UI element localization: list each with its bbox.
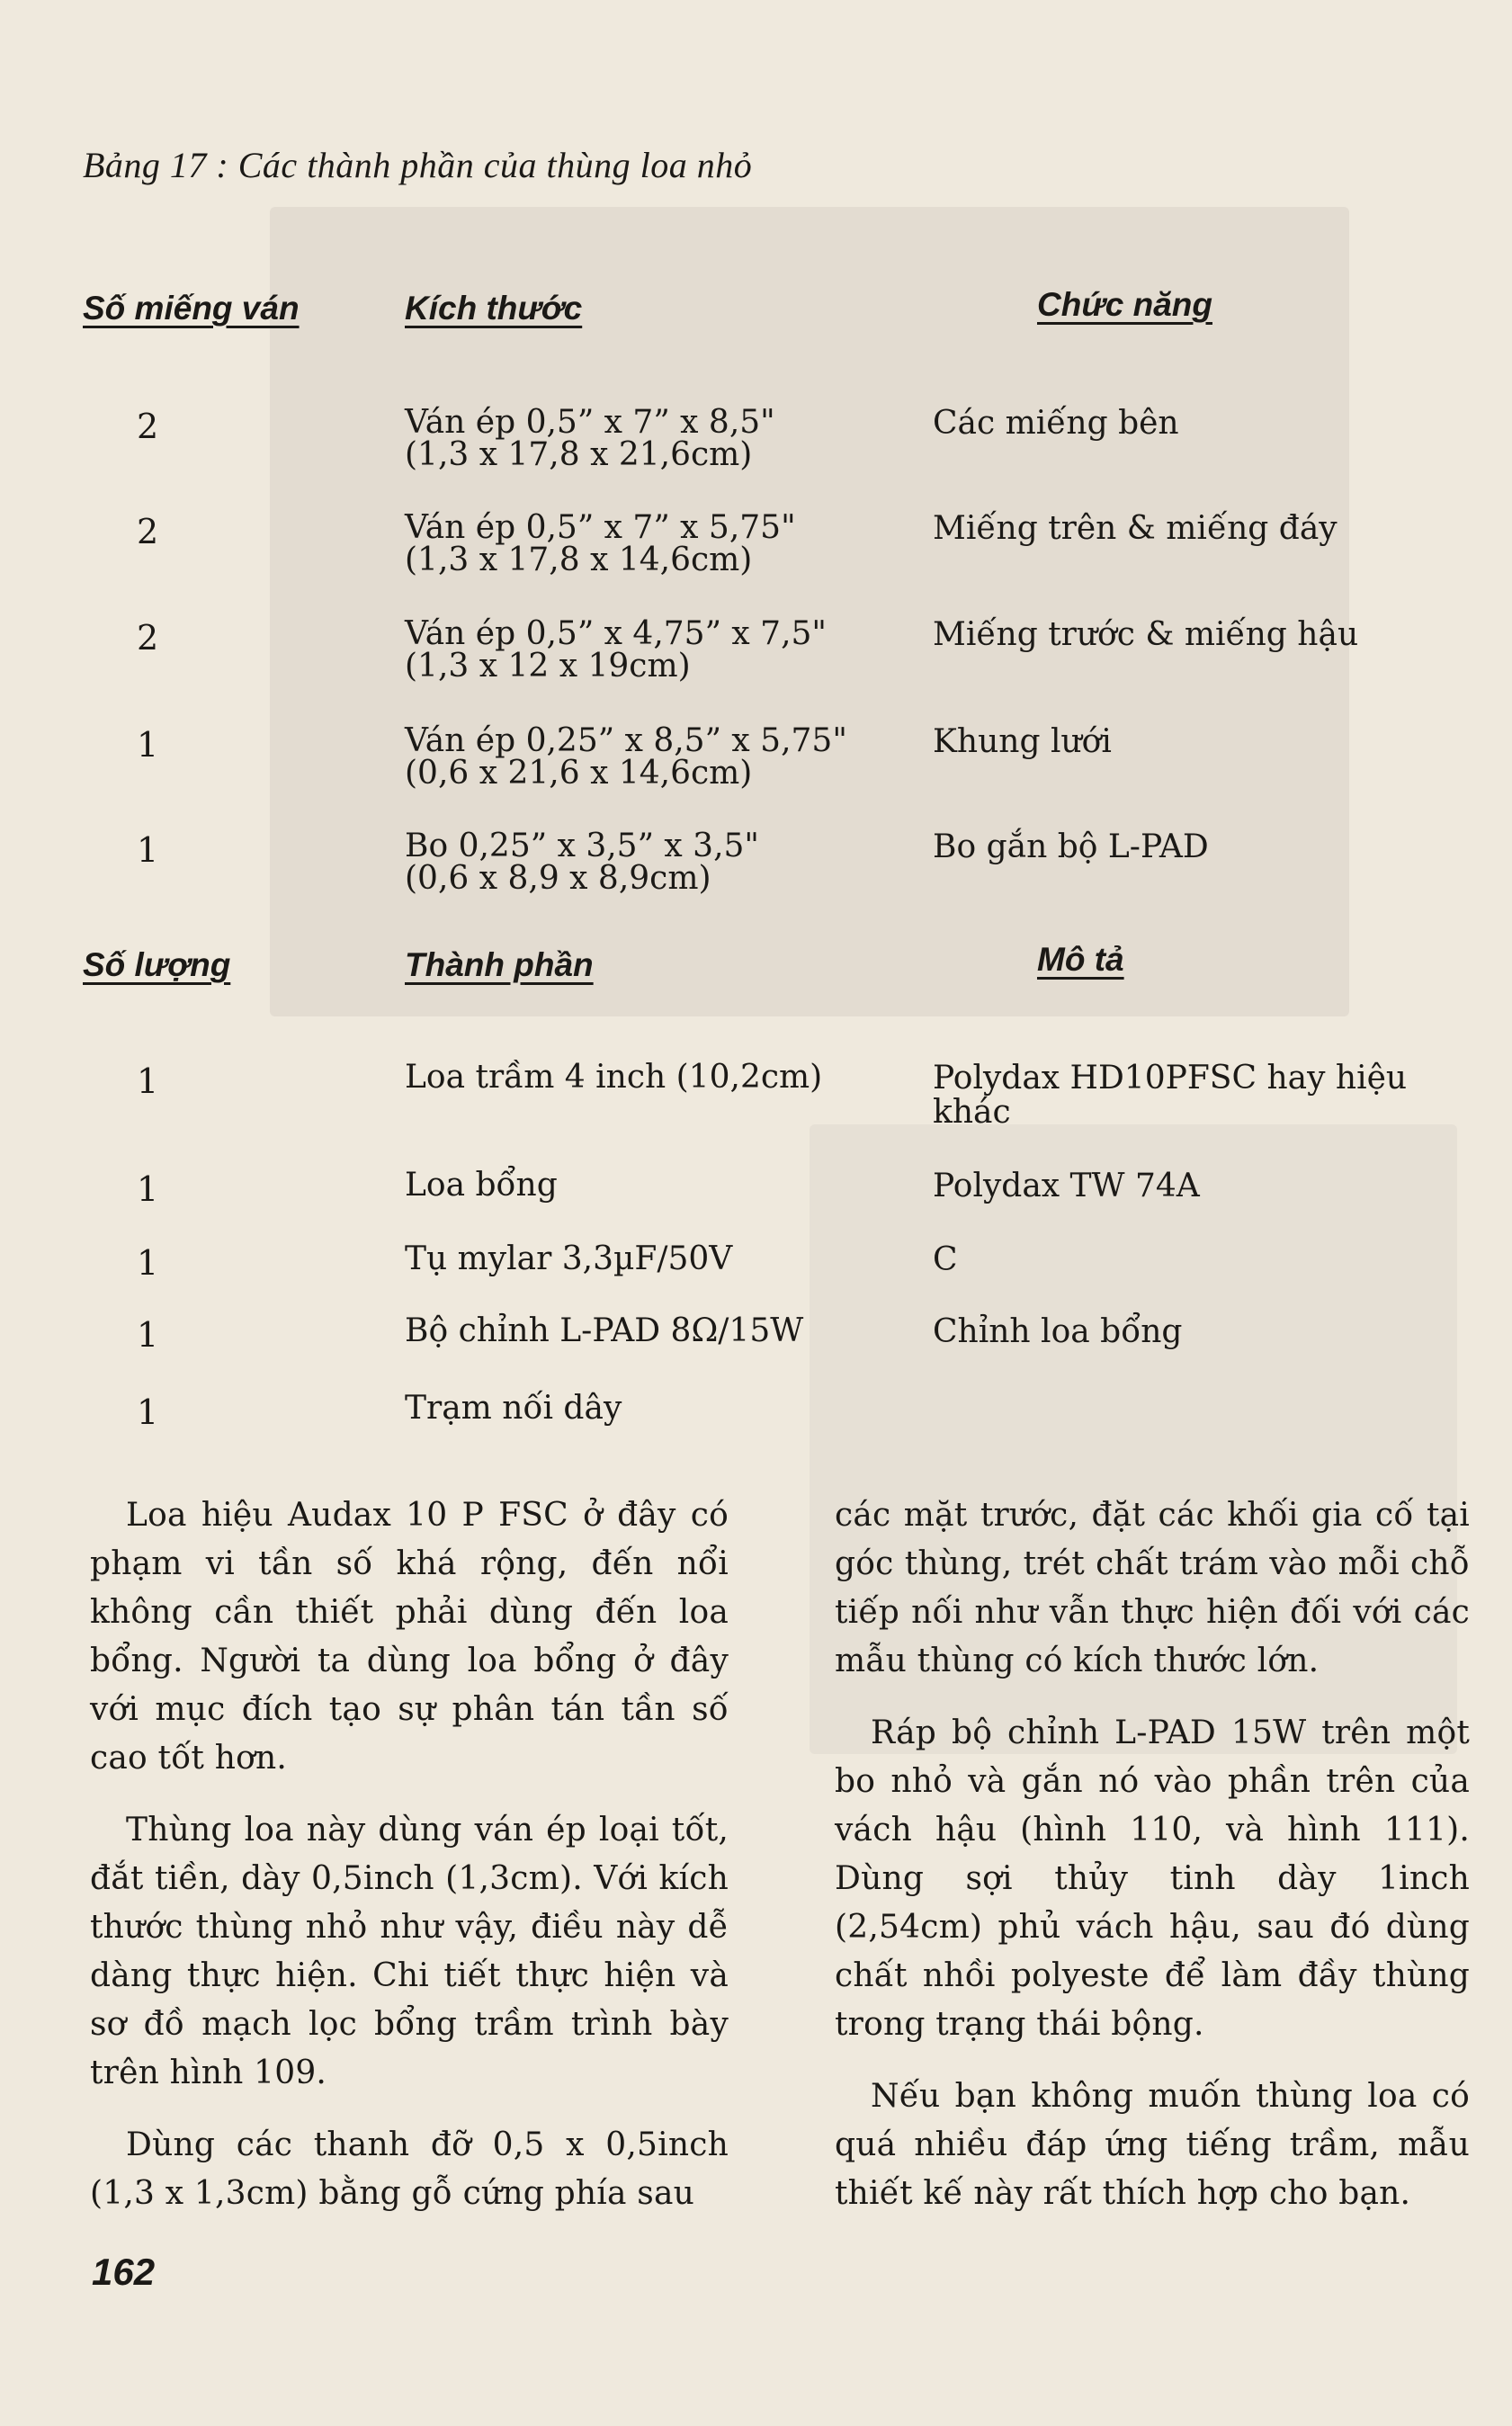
- row-dimension: Bo 0,25” x 3,5” x 3,5" (0,6 x 8,9 x 8,9cm): [405, 828, 759, 897]
- row-qty: 1: [137, 830, 159, 870]
- paragraph: Dùng các thanh đỡ 0,5 x 0,5inch (1,3 x 1,3cm) bằng gỗ cứng phía sau: [90, 2126, 729, 2212]
- page-number: 162: [92, 2251, 156, 2293]
- header-qty: Số miếng ván: [83, 290, 300, 327]
- row-qty: 2: [137, 618, 159, 658]
- row-function: Khung lưới: [933, 723, 1112, 760]
- row-description: Polydax TW 74A: [933, 1168, 1200, 1204]
- row-qty: 2: [137, 407, 159, 446]
- row-function: Bo gắn bộ L-PAD: [933, 828, 1209, 865]
- paragraph: Ráp bộ chỉnh L-PAD 15W trên một bo nhỏ và gắn nó vào phần trên của vách hậu (hình 110, và hình 111). Dùng sợi thủy tinh dày 1inch (2,54cm) phủ vách hậu, sau đó dùng chất nhồi polyeste để làm đầy thùng trong trạng thái bộng.: [835, 1714, 1470, 2043]
- row-function: Miếng trước & miếng hậu: [933, 616, 1359, 653]
- row-description: C: [933, 1241, 958, 1278]
- header-description: Mô tả: [1037, 941, 1124, 978]
- row-qty: 1: [137, 725, 159, 765]
- row-function: Miếng trên & miếng đáy: [933, 510, 1338, 547]
- row-part: Loa trầm 4 inch (10,2cm): [405, 1059, 823, 1096]
- row-dimension: Ván ép 0,5” x 7” x 8,5" (1,3 x 17,8 x 21,6cm): [405, 404, 775, 473]
- row-qty: 2: [137, 512, 159, 551]
- paragraph: Nếu bạn không muốn thùng loa có quá nhiều đáp ứng tiếng trầm, mẫu thiết kế này rất thích hợp cho bạn.: [835, 2078, 1470, 2212]
- row-qty: 1: [137, 1169, 159, 1209]
- left-column: [90, 1491, 729, 2242]
- header-size: Kích thước: [405, 290, 583, 327]
- row-function: Các miếng bên: [933, 405, 1179, 442]
- table-caption: Bảng 17 : Các thành phần của thùng loa nhỏ: [83, 145, 753, 185]
- paragraph: các mặt trước, đặt các khối gia cố tại góc thùng, trét chất trám vào mỗi chỗ tiếp nối như vẫn thực hiện đối với các mẫu thùng có kích thước lớn.: [835, 1497, 1470, 1679]
- row-part: Loa bổng: [405, 1167, 558, 1204]
- row-description: Chỉnh loa bổng: [933, 1313, 1183, 1350]
- right-column: [835, 1491, 1470, 2242]
- header-part: Thành phần: [405, 946, 594, 983]
- paragraph: Loa hiệu Audax 10 P FSC ở đây có phạm vi tần số khá rộng, đến nổi không cần thiết phải dùng đến loa bổng. Người ta dùng loa bổng ở đây với mục đích tạo sự phân tán tần số cao tốt hơn.: [90, 1497, 729, 1777]
- header-quantity: Số lượng: [83, 946, 231, 983]
- row-part: Trạm nối dây: [405, 1390, 622, 1427]
- row-description: Polydax HD10PFSC hay hiệu khác: [933, 1060, 1408, 1131]
- row-dimension: Ván ép 0,5” x 7” x 5,75" (1,3 x 17,8 x 14,6cm): [405, 509, 796, 578]
- row-qty: 1: [137, 1243, 159, 1283]
- row-part: Tụ mylar 3,3µF/50V: [405, 1240, 733, 1277]
- paragraph: Thùng loa này dùng ván ép loại tốt, đắt tiền, dày 0,5inch (1,3cm). Với kích thước thùng nhỏ như vậy, điều này dễ dàng thực hiện. Chi tiết thực hiện và sơ đồ mạch lọc bổng trầm trình bày trên hình 109.: [90, 1812, 729, 2091]
- row-qty: 1: [137, 1392, 159, 1432]
- header-function: Chức năng: [1037, 286, 1212, 323]
- row-part: Bộ chỉnh L-PAD 8Ω/15W: [405, 1312, 804, 1349]
- row-qty: 1: [137, 1315, 159, 1355]
- row-dimension: Ván ép 0,5” x 4,75” x 7,5" (1,3 x 12 x 19cm): [405, 615, 827, 685]
- row-dimension: Ván ép 0,25” x 8,5” x 5,75" (0,6 x 21,6 x 14,6cm): [405, 722, 847, 792]
- row-qty: 1: [137, 1061, 159, 1101]
